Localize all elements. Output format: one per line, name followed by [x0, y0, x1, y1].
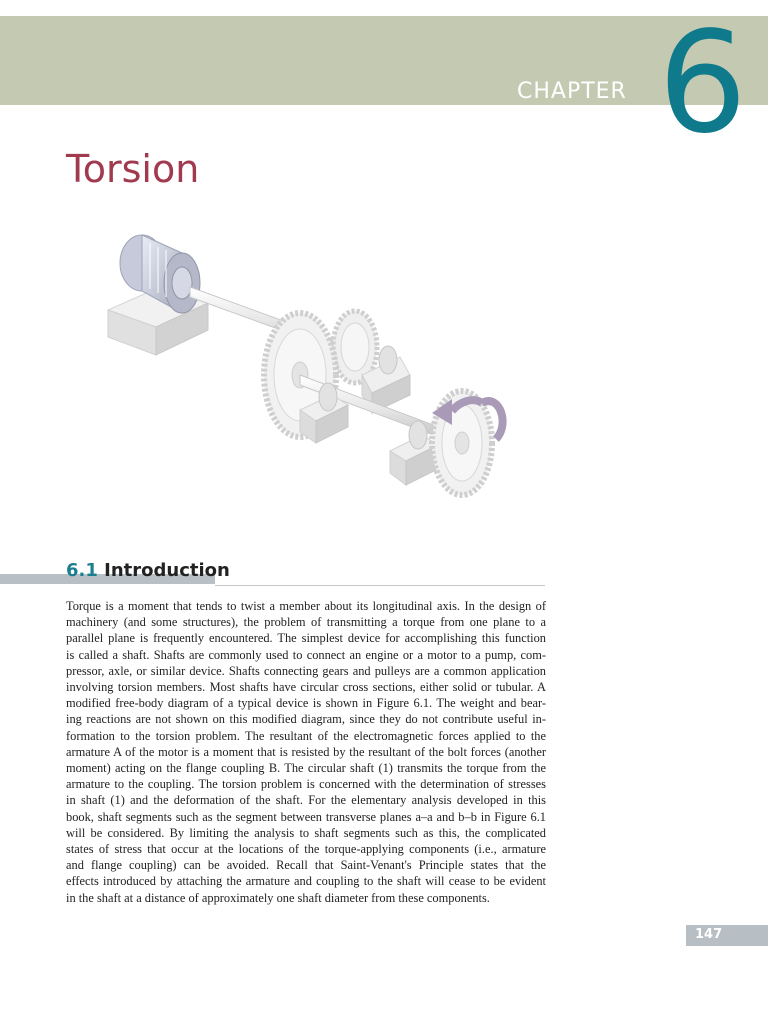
paragraph-line: machinery (and some structures), the problem of transmitting a torque from one plane to a: [66, 615, 546, 630]
page-number: 147: [695, 927, 723, 942]
paragraph-line: book, shaft segments such as the segment between transverse planes a–a and b–b in Figure 6.1: [66, 809, 546, 824]
paragraph-line: ing reactions are not shown on this modified diagram, since they do not contribute useful in-: [66, 712, 546, 727]
paragraph-line: states of stress that occur at the locations of the torque-applying components (i.e., armature: [66, 842, 546, 857]
section-title: Introduction: [104, 560, 230, 581]
intro-paragraph: [66, 598, 546, 906]
paragraph-line: effects introduced by attaching the armature and coupling to the shaft will cease to be evident: [66, 874, 546, 889]
paragraph-line: modified free-body diagram of a typical device is shown in Figure 6.1. The weight and bear-: [66, 696, 546, 711]
paragraph-line: will be considered. By limiting the analysis to shaft segments such as this, the complicated: [66, 825, 546, 840]
chapter-number: 6: [658, 2, 748, 165]
section-rule: [215, 585, 545, 586]
paragraph-line: pressor, axle, or similar device. Shafts connecting gears and pulleys are a common application: [66, 663, 546, 678]
chapter-header-band: [0, 16, 768, 105]
section-number: 6.1: [66, 560, 98, 581]
paragraph-line: in shaft (1) and the deformation of the shaft. For the elementary analysis developed in this: [66, 793, 546, 808]
paragraph-line: and flange coupling) can be avoided. Recall that Saint-Venant's Principle states that the: [66, 858, 546, 873]
paragraph-line: armature to the coupling. The torsion problem is concerned with the determination of stresses: [66, 777, 546, 792]
paragraph-line: involving torsion members. Most shafts have circular cross sections, either solid or tubular. A: [66, 680, 546, 695]
paragraph-line: moment) acting on the flange coupling B. The circular shaft (1) transmits the torque from the: [66, 761, 546, 776]
paragraph-line: in the shaft at a distance of approximately one shaft diameter from these components.: [66, 890, 490, 905]
chapter-title: Torsion: [66, 147, 200, 191]
torsion-shaft-machinery-illustration: [100, 225, 520, 515]
paragraph-line: Torque is a moment that tends to twist a member about its longitudinal axis. In the design of: [66, 599, 546, 613]
chapter-label: CHAPTER: [517, 79, 627, 104]
section-heading: [66, 562, 230, 580]
paragraph-line: formation to the torsion problem. The resultant of the electromagnetic forces applied to the: [66, 728, 546, 743]
paragraph-line: is called a shaft. Shafts are commonly used to connect an engine or a motor to a pump, com-: [66, 647, 546, 662]
paragraph-line: parallel plane is frequently encountered. The simplest device for accomplishing this function: [66, 631, 546, 646]
paragraph-line: armature A of the motor is a moment that is resisted by the resultant of the bolt forces (another: [66, 744, 546, 759]
